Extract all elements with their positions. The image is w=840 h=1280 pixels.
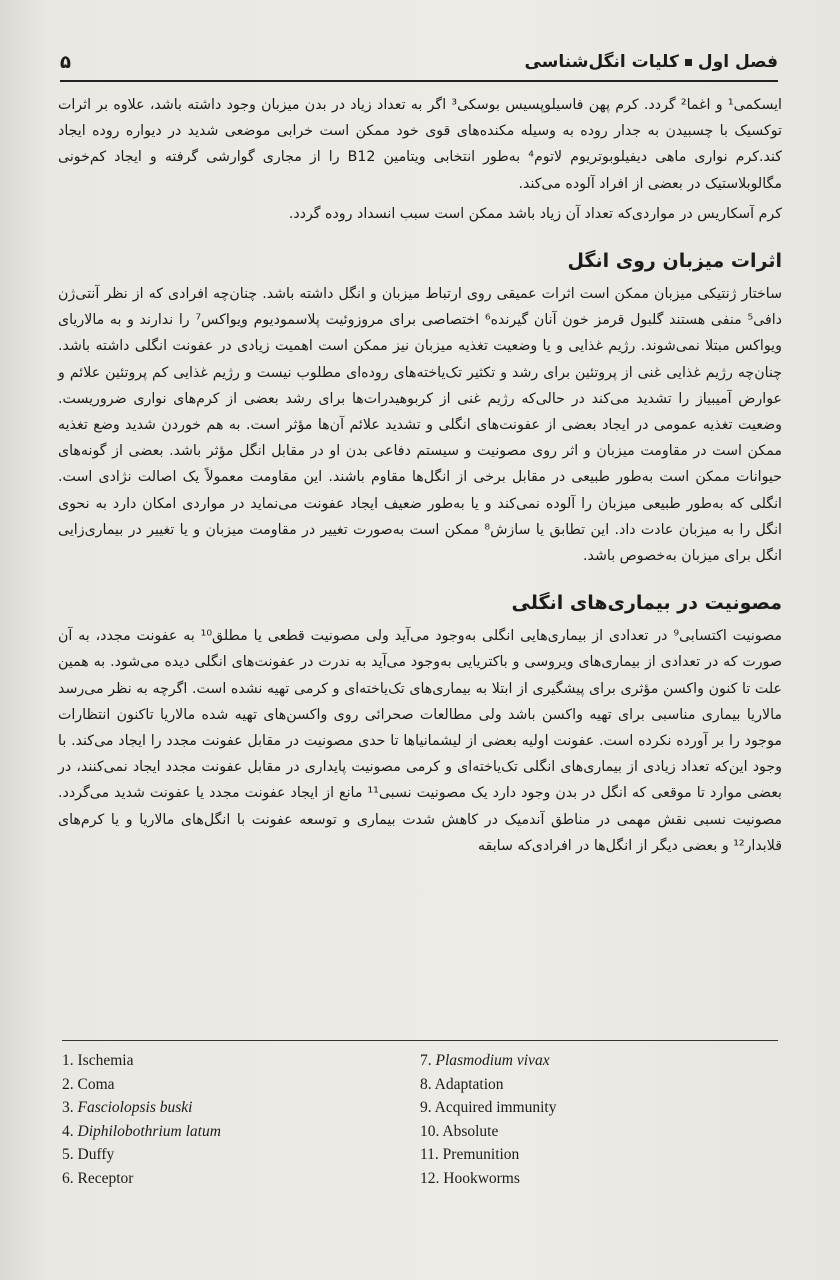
running-header [60, 44, 778, 82]
header-separator-icon [685, 59, 692, 66]
footnote-term: Plasmodium vivax [435, 1052, 550, 1069]
paragraph-intro: ایسکمی¹ و اغما² گردد. کرم پهن فاسیلوپسیس بوسکی³ اگر به تعداد زیاد در بدن میزبان وجود داشته باشد، علاوه بر اثرات توکسیک با چسبیدن به جدار روده به وسیله مکنده‌های قوی خود ممکن است خرابی موضعی شدید در دیواره روده ایجاد کند.کرم نواری ماهی دیفیلوبوتریوم لاتوم⁴ به‌طور انتخابی ویتامین B12 را از مجاری گوارشی گرفته و ایجاد کم‌خونی مگالوبلاستیک در بعضی از افراد آلوده می‌کند. [58, 97, 783, 192]
footnote-10: 10. Absolute [420, 1122, 499, 1140]
paragraph-host-effects: ساختار ژنتیکی میزبان ممکن است اثرات عمیقی روی ارتباط میزبان و انگل داشته باشد. چنان‌چه افرادی که از نظر آنتی‌ژن دافی⁵ منفی هستند گلبول قرمز خون آنان گیرنده⁶ اختصاصی برای مروزوئیت پلاسمودیوم ویواکس⁷ را ندارند و به مالاریای ویواکس مبتلا نمی‌شوند. رژیم غذایی و یا وضعیت تغذیه میزبان نیز ممکن است اهمیت زیادی در عفونت انگلی داشته باشد. چنان‌چه رژیم غذایی غنی از پروتئین برای رشد و تکثیر تک‌یاخته‌های روده‌ای مطلوب نیست و رژیم غذایی کم پروتئین علائم و عوارض آمیبیاز را تشدید می‌کند در حالی‌که رژیم غنی از کربوهیدرات‌ها برای رشد بعضی از کرم‌های نواری ضروریست. وضعیت تغذیه عمومی در ایجاد بعضی از عفونت‌های انگلی و تشدید علائم آن‌ها مؤثر است. به هم خوردن شدید وضع تغذیه ممکن است در مقاومت میزبان و اثر روی مصونیت و سیستم دفاعی بدن او در مقابل انگل مؤثر باشد. بعضی از گونه‌های حیوانات ممکن است به‌طور طبیعی در مقابل برخی از انگل‌ها مقاوم باشند. این مقاومت معمولاً یک اصالت نژادی است. انگلی که به‌طور طبیعی میزبان را آلوده نمی‌کند و یا به‌طور ضعیف ایجاد عفونت می‌نماید در مواردی امکان دارد به نحوی انگل را به میزبان عادت داد. این تطابق یا سازش⁸ ممکن است به‌صورت تغییر در مقاومت میزبان و یا تغییر در بیماری‌زایی انگل برای میزبان به‌خصوص باشد. [58, 286, 782, 565]
footnote-6: 6. Receptor [62, 1169, 134, 1187]
footnote-2: 2. Coma [62, 1075, 115, 1093]
footnote-number: 3. [62, 1099, 74, 1116]
footnote-term: Diphilobothrium latum [77, 1122, 221, 1140]
footnote-4 [62, 1120, 420, 1144]
paragraph-ascaris: کرم آسکاریس در مواردی‌که تعداد آن زیاد باشد ممکن است سبب انسداد روده گردد. [288, 205, 782, 222]
page-body [58, 92, 782, 863]
paragraph-immunity: مصونیت اکتسابی⁹ در تعدادی از بیماری‌هایی انگلی به‌وجود می‌آید ولی مصونیت قطعی یا مطلق¹⁰ به عفونت مجدد، به آن صورت که در تعدادی از بیماری‌های ویروسی و باکتریایی به‌وجود می‌آید به ندرت در عفونت‌های انگلی دیده می‌شود. به همین علت تا کنون واکسن مؤثری برای پیشگیری از ابتلا به بیماری‌های تک‌یاخته‌ای و کرمی تهیه نشده است. اگرچه به نظر می‌رسد مالاریا بیماری مناسبی برای تهیه واکسن باشد ولی مطالعات صحرائی روی واکسن‌های تهیه شده مالاریا تاکنون انتظارات موجود را بر آورده نکرده است. عفونت اولیه بعضی از لیشمانیاها تا حدی مصونیت در مقابل عفونت مجدد را ایجاد می‌کند. با وجود این‌که تعداد زیادی از بیماری‌های انگلی تک‌یاخته‌ای و کرمی مصونیت پایداری در مقابل عفونت مجدد ایجاد نمی‌کنند، در بعضی موارد تا موقعی که انگل در بدن وجود دارد یک مصونیت نسبی¹¹ مانع از ایجاد عفونت مجدد یا عفونت شدید می‌گردد. مصونیت نسبی نقش مهمی در مناطق آندمیک در کاهش شدت بیماری و توسعه عفونت با انگل‌های مالاریا و یا کرم‌های قلابدار¹² و بعضی دیگر از انگل‌ها در افرادی‌که سابقه [58, 628, 782, 854]
page-number: ۵ [60, 51, 71, 73]
footnote-11: 11. Premunition [420, 1146, 520, 1163]
footnote-9: 9. Acquired immunity [420, 1099, 557, 1116]
footnote-1: 1. Ischemia [62, 1052, 134, 1069]
footnote-3 [62, 1096, 420, 1120]
footnote-12: 12. Hookworms [420, 1169, 520, 1187]
footnotes-right-column [420, 1049, 778, 1190]
footnote-8: 8. Adaptation [420, 1075, 504, 1093]
section-heading-immunity: مصونیت در بیماری‌های انگلی [511, 592, 782, 615]
section-heading-host-effects: اثرات میزبان روی انگل [567, 250, 782, 273]
footnote-7 [420, 1049, 778, 1073]
subject-label: کلیات انگل‌شناسی [524, 52, 679, 72]
footnote-5: 5. Duffy [62, 1146, 115, 1163]
footnotes-left-column [62, 1049, 420, 1190]
chapter-label: فصل اول [697, 52, 778, 72]
footnote-term: Fasciolopsis buski [77, 1099, 193, 1116]
footnote-number: 7. [420, 1052, 432, 1069]
footnote-number: 4. [62, 1122, 74, 1140]
footnotes [62, 1040, 778, 1190]
